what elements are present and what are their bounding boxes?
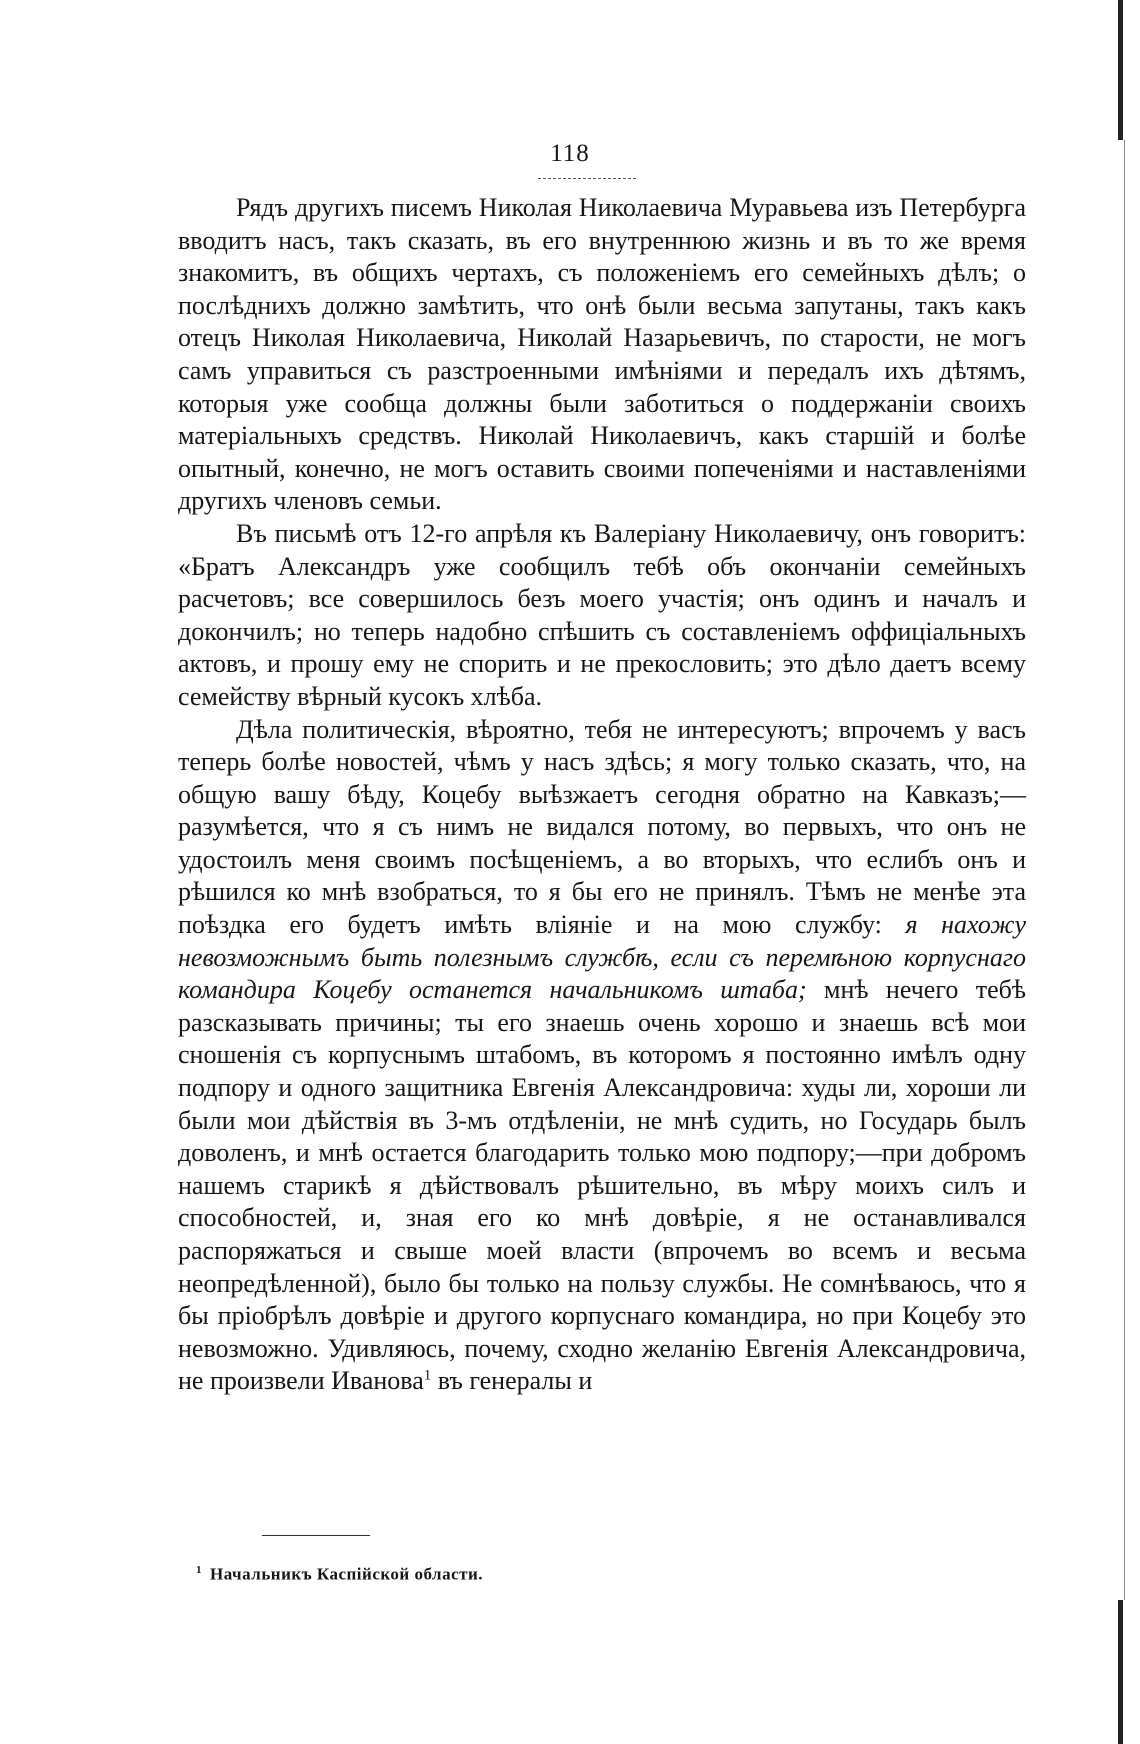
footnote	[196, 1564, 483, 1585]
paragraph-3-italic: я нахожу невозможнымъ быть полезнымъ службѣ, если съ перемѣною корпуснаго командира Коцебу останется начальникомъ штаба;	[178, 910, 1026, 1005]
main-text	[178, 192, 1026, 1398]
page-number-rule	[538, 178, 636, 179]
paragraph-3	[178, 714, 1026, 1398]
scan-edge-bottom	[1118, 1600, 1123, 1744]
paragraph-3-start: Дѣла политическія, вѣроятно, тебя не интересуютъ; впрочемъ у васъ теперь болѣе новостей, чѣмъ у насъ здѣсь; я могу только сказать, что, на общую вашу бѣду, Коцебу выѣзжаетъ сегодня обратно на Кавказъ;—разумѣется, что я съ нимъ не видался потому, во первыхъ, что онъ не удостоилъ меня своимъ посѣщеніемъ, а во вторыхъ, что еслибъ онъ и рѣшился ко мнѣ взобраться, то я бы его не принялъ. Тѣмъ не менѣе эта поѣздка его будетъ имѣть вліяніе и на мою службу:	[178, 714, 1026, 940]
paragraph-1-text: Рядъ другихъ писемъ Николая Николаевича Муравьева изъ Петербурга вводитъ насъ, такъ сказать, въ его внутреннюю жизнь и въ то же время знакомитъ, въ общихъ чертахъ, съ положеніемъ его семейныхъ дѣлъ; о послѣднихъ должно замѣтить, что онѣ были весьма запутаны, такъ какъ отецъ Николая Николаевича, Николай Назарьевичъ, по старости, не могъ самъ управиться съ разстроенными имѣніями и передалъ ихъ дѣтямъ, которыя уже сообща должны были заботиться о поддержаніи своихъ матеріальныхъ средствъ. Николай Николаевичъ, какъ старшій и болѣе опытный, конечно, не могъ оставить своими попеченіями и наставленіями другихъ членовъ семьи.	[178, 193, 1026, 516]
footnote-reference[interactable]: 1	[423, 1367, 432, 1384]
paragraph-3-end: мнѣ нечего тебѣ разсказывать причины; ты его знаешь очень хорошо и знаешь всѣ мои сношенія съ корпуснымъ штабомъ, въ которомъ я постоянно имѣлъ одну подпору и одного защитника Евгенія Александровича: худы ли, хороши ли были мои дѣйствія въ 3-мъ отдѣленіи, не мнѣ судить, но Государь былъ доволенъ, и мнѣ остается благодарить только мою подпору;—при добромъ нашемъ старикѣ я дѣйствовалъ рѣшительно, въ мѣру моихъ силъ и способностей, и, зная его ко мнѣ довѣріе, я не останавливался распоряжаться и свыше моей власти (впрочемъ во всемъ и весьма неопредѣленной), было бы только на пользу службы. Не сомнѣваюсь, что я бы пріобрѣлъ довѣріе и другого корпуснаго командира, но при Коцебу это невозможно. Удивляюсь, почему, сходно желанію Евгенія Александровича, не произвели Иванова	[178, 975, 1026, 1396]
paragraph-3-tail: въ генералы и	[431, 1366, 593, 1396]
paragraph-2-text: Въ письмѣ отъ 12-го апрѣля къ Валеріану Николаевичу, онъ говоритъ: «Братъ Александръ уже сообщилъ тебѣ объ окончаніи семейныхъ расчетовъ; все совершилось безъ моего участія; онъ одинъ и началъ и докончилъ; но теперь надобно спѣшить съ составленіемъ оффиціальныхъ актовъ, и прошу ему не спорить и не прекословить; это дѣло даетъ всему семейству вѣрный кусокъ хлѣба.	[178, 518, 1026, 711]
footnote-text: Начальникъ Каспійской области.	[210, 1564, 484, 1584]
scan-edge-line	[1124, 140, 1125, 1600]
footnote-separator	[262, 1535, 370, 1536]
page-number: 118	[550, 140, 590, 167]
footnote-marker: 1	[196, 1564, 202, 1576]
paragraph-1	[178, 192, 1026, 518]
scan-edge-top	[1118, 0, 1123, 140]
paragraph-2	[178, 518, 1026, 714]
